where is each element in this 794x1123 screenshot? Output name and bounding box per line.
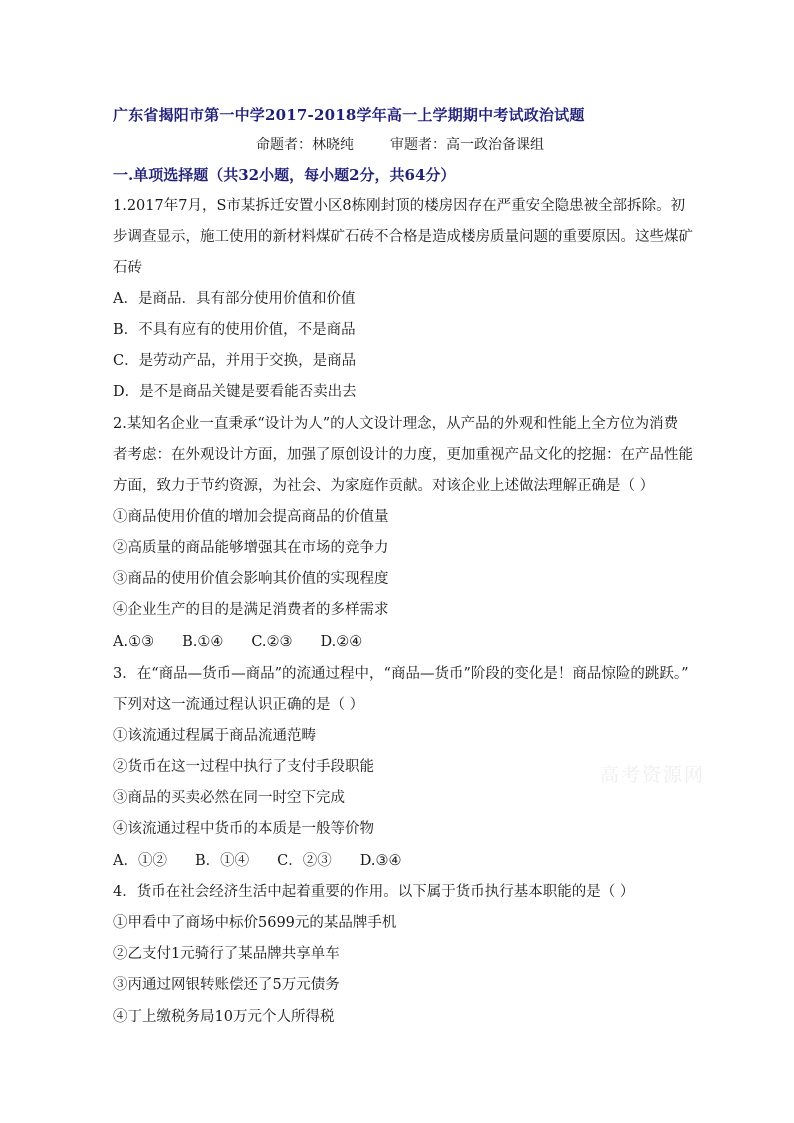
setter-label: 命题者：林晓纯 bbox=[256, 137, 354, 153]
question-2-item-4: ④企业生产的目的是满足消费者的多样需求 bbox=[113, 602, 389, 618]
question-2-choices bbox=[113, 632, 390, 652]
question-3-stem-line-1: 3．在“商品—货币—商品”的流通过程中，“商品—货币”阶段的变化是！商品惊险的跳跃。” bbox=[113, 666, 689, 682]
question-3-choice-c: C．②③ bbox=[277, 853, 332, 869]
question-1-option-a: A．是商品．具有部分使用价值和价值 bbox=[113, 291, 356, 307]
page-title: 广东省揭阳市第一中学2017-2018学年高一上学期期中考试政治试题 bbox=[113, 106, 585, 124]
question-1-stem-line-3: 石砖 bbox=[113, 260, 142, 276]
question-4-item-2: ②乙支付1元骑行了某品牌共享单车 bbox=[113, 946, 340, 962]
question-3-choice-a: A．①② bbox=[113, 853, 167, 869]
question-2-stem-line-2: 者考虑：在外观设计方面，加强了原创设计的力度，更加重视产品文化的挖掘：在产品性能 bbox=[113, 447, 693, 463]
question-2-choice-c: C.②③ bbox=[251, 634, 293, 650]
question-2-item-1: ①商品使用价值的增加会提高商品的价值量 bbox=[113, 509, 389, 525]
question-2-choice-b: B.①④ bbox=[182, 634, 224, 650]
question-4-item-1: ①甲看中了商场中标价5699元的某品牌手机 bbox=[113, 915, 397, 931]
question-1-option-c: C．是劳动产品，并用于交换，是商品 bbox=[113, 353, 357, 369]
question-4-stem-line-1: 4．货币在社会经济生活中起着重要的作用。以下属于货币执行基本职能的是（ ） bbox=[113, 884, 635, 900]
question-3-choice-d: D.③④ bbox=[359, 853, 402, 869]
question-4-item-4: ④丁上缴税务局10万元个人所得税 bbox=[113, 1009, 335, 1025]
author-line bbox=[256, 134, 544, 154]
question-3-item-2: ②货币在这一过程中执行了支付手段职能 bbox=[113, 759, 374, 775]
question-1-stem-line-2: 步调查显示，施工使用的新材料煤矿石砖不合格是造成楼房质量问题的重要原因。这些煤矿 bbox=[113, 229, 693, 245]
question-1-option-b: B．不具有应有的使用价值，不是商品 bbox=[113, 322, 356, 338]
question-3-stem-line-2: 下列对这一流通过程认识正确的是（ ） bbox=[113, 697, 365, 713]
question-3-item-3: ③商品的买卖必然在同一时空下完成 bbox=[113, 790, 345, 806]
question-2-stem-line-1: 2.某知名企业一直秉承“设计为人”的人文设计理念，从产品的外观和性能上全方位为消费 bbox=[113, 416, 679, 432]
question-1-stem-line-1: 1.2017年7月，S市某拆迁安置小区8栋刚封顶的楼房因存在严重安全隐患被全部拆除。初 bbox=[113, 198, 686, 214]
watermark-text: 高考资源网 bbox=[600, 764, 706, 786]
question-3-item-1: ①该流通过程属于商品流通范畴 bbox=[113, 728, 316, 744]
question-4-item-3: ③丙通过网银转账偿还了5万元债务 bbox=[113, 977, 340, 993]
question-3-item-4: ④该流通过程中货币的本质是一般等价物 bbox=[113, 821, 374, 837]
question-2-stem-line-3: 方面，致力于节约资源，为社会、为家庭作贡献。对该企业上述做法理解正确是（ ） bbox=[113, 478, 655, 494]
question-1-option-d: D．是不是商品关键是要看能否卖出去 bbox=[113, 384, 357, 400]
question-3-choices bbox=[113, 851, 429, 871]
question-2-choice-d: D.②④ bbox=[320, 634, 363, 650]
question-2-choice-a: A.①③ bbox=[113, 634, 155, 650]
reviewer-label: 审题者：高一政治备课组 bbox=[390, 137, 544, 153]
question-2-item-3: ③商品的使用价值会影响其价值的实现程度 bbox=[113, 571, 389, 587]
section-heading: 一.单项选择题（共32小题，每小题2分，共64分） bbox=[113, 166, 456, 184]
question-3-choice-b: B．①④ bbox=[194, 853, 250, 869]
question-2-item-2: ②高质量的商品能够增强其在市场的竞争力 bbox=[113, 540, 389, 556]
